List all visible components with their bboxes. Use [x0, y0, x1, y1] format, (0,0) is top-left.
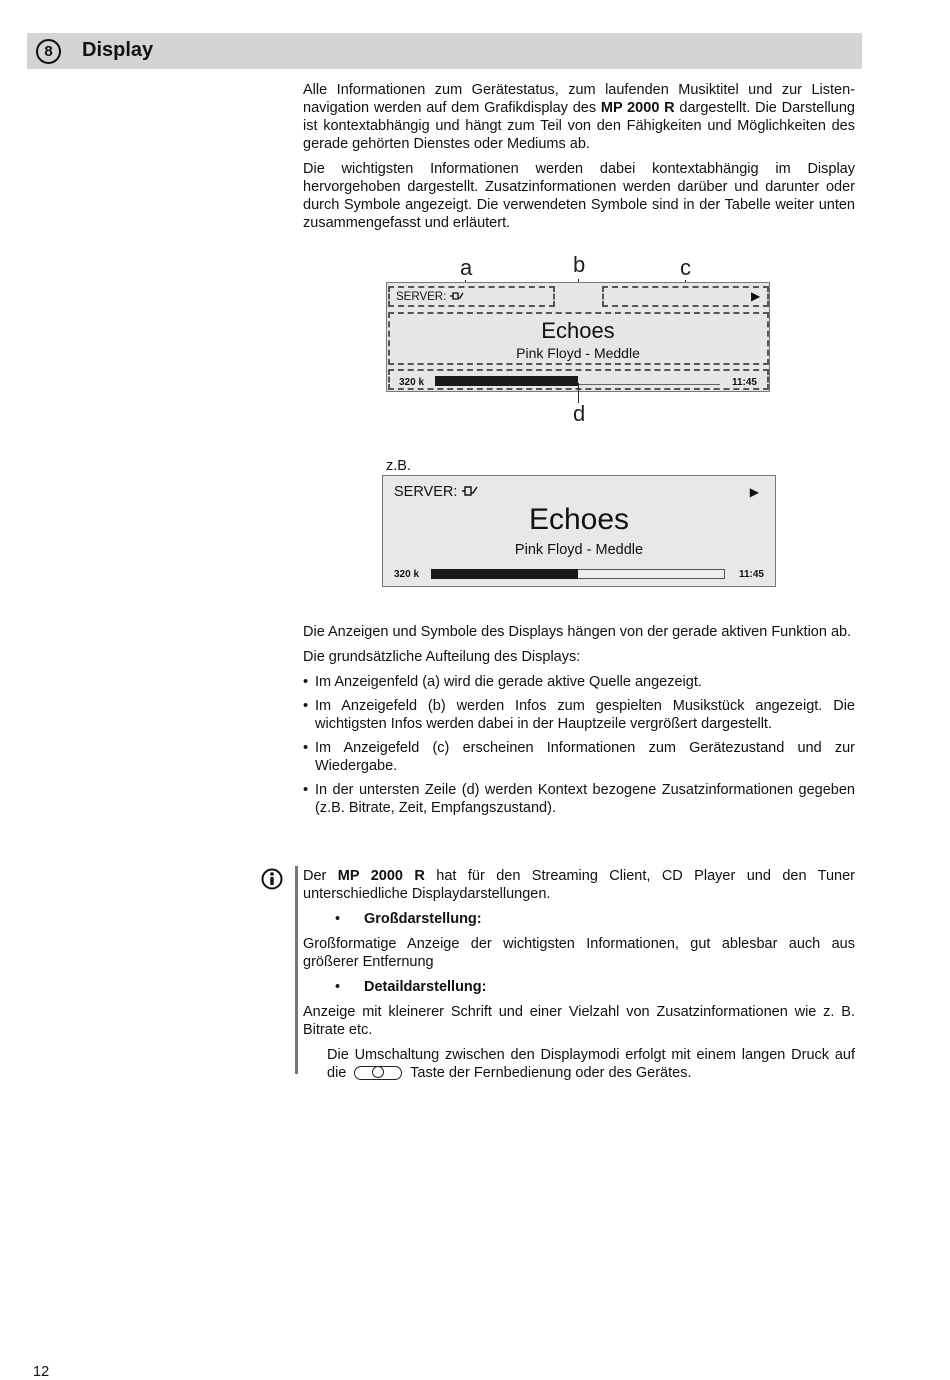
network-icon	[461, 485, 479, 497]
play-icon: ▶	[751, 289, 761, 303]
display-diagram	[385, 252, 775, 426]
section-number: 8	[36, 39, 61, 64]
paragraph-functions: Die Anzeigen und Symbole des Displays hängen von der gerade aktiven Funktion ab.	[303, 624, 852, 640]
track-artist-album: Pink Floyd - Meddle	[516, 345, 640, 361]
product-name: MP 2000 R	[600, 100, 675, 116]
bullet-field-b: • Im Anzeigefeld (b) werden Infos zum gespielten Musikstück angezeigt. Die wichtigsten Infos werden dabei in der Hauptzeile vergrößert dargestellt.	[303, 697, 855, 733]
info-icon	[261, 868, 283, 890]
layout-description	[303, 623, 855, 823]
example-label: z.B.	[386, 458, 411, 474]
mode-detail-title: • Detaildarstellung:	[335, 979, 487, 995]
network-icon	[449, 291, 465, 301]
intro-paragraph-2: Die wichtigsten Informationen werden dabei kontextabhängig im Display hervorgehoben dargestellt. Zusatzinformationen werden darüber und darunter oder durch Symbole angezeigt. Die verwendeten Symbole sind in der Tabelle weiter unten zusammengefasst und erläutert.	[303, 161, 855, 231]
mode-large-title: • Großdarstellung:	[335, 911, 482, 927]
info-note	[303, 867, 855, 1089]
section-header	[27, 33, 862, 69]
display-key-icon	[354, 1066, 402, 1080]
bullet-field-c: • Im Anzeigefeld (c) erscheinen Informationen zum Gerätezustand und zur Wiedergabe.	[303, 739, 855, 775]
track-artist-album: Pink Floyd - Meddle	[514, 542, 644, 558]
label-b: b	[573, 252, 586, 277]
diagram-lcd	[386, 282, 770, 392]
leader-d	[578, 383, 579, 403]
example-lcd	[382, 475, 776, 587]
time: 11:45	[731, 377, 757, 388]
paragraph-layout: Die grundsätzliche Aufteilung des Displays:	[303, 649, 581, 665]
bullet-field-d: • In der untersten Zeile (d) werden Kontext bezogene Zusatzinformationen gegeben (z.B. Bitrate, Zeit, Empfangszustand).	[303, 781, 855, 817]
progress-fill	[431, 569, 578, 579]
source-label: SERVER:	[394, 484, 479, 500]
intro-paragraph-1: Alle Informationen zum Gerätestatus, zum laufenden Musiktitel und zur Listen-navigation werden auf dem Grafikdisplay des MP 2000 R dargestellt. Die Darstellung ist kontextabhängig und hängt zum Teil von den Fähigkeiten und Möglichkeiten des gerade gehörten Dienstes oder Mediums ab.	[303, 82, 855, 152]
bullet-field-a: • Im Anzeigenfeld (a) wird die gerade aktive Quelle angezeigt.	[303, 673, 855, 691]
source-label: SERVER:	[396, 291, 465, 303]
info-paragraph: Der MP 2000 R hat für den Streaming Client, CD Player und den Tuner unterschiedliche Displaydarstellungen.	[303, 868, 856, 902]
mode-large-text: Großformatige Anzeige der wichtigsten Informationen, gut ablesbar auch aus größerer Entfernung	[303, 936, 855, 970]
intro-text	[303, 81, 855, 239]
progress-fill	[435, 376, 578, 386]
product-name: MP 2000 R	[337, 868, 425, 884]
info-sidebar-line	[295, 866, 298, 1074]
bitrate: 320 k	[394, 569, 420, 580]
label-a: a	[460, 255, 473, 280]
layout-bullets	[303, 673, 855, 817]
time: 11:45	[738, 569, 764, 580]
field-c-outline	[602, 286, 769, 307]
play-icon: ▶	[749, 485, 759, 499]
page-number: 12	[33, 1364, 50, 1380]
switch-instruction: Die Umschaltung zwischen den Displaymodi erfolgt mit einem langen Druck auf die Taste der Fernbedienung oder des Gerätes.	[327, 1047, 855, 1081]
bitrate: 320 k	[399, 377, 425, 388]
section-title: Display	[82, 39, 154, 61]
label-d: d	[573, 401, 586, 426]
label-c: c	[680, 255, 691, 280]
mode-detail-text: Anzeige mit kleinerer Schrift und einer Vielzahl von Zusatzinformationen wie z. B. Bitrate etc.	[303, 1004, 855, 1038]
track-title: Echoes	[541, 318, 615, 343]
track-title: Echoes	[528, 503, 630, 536]
